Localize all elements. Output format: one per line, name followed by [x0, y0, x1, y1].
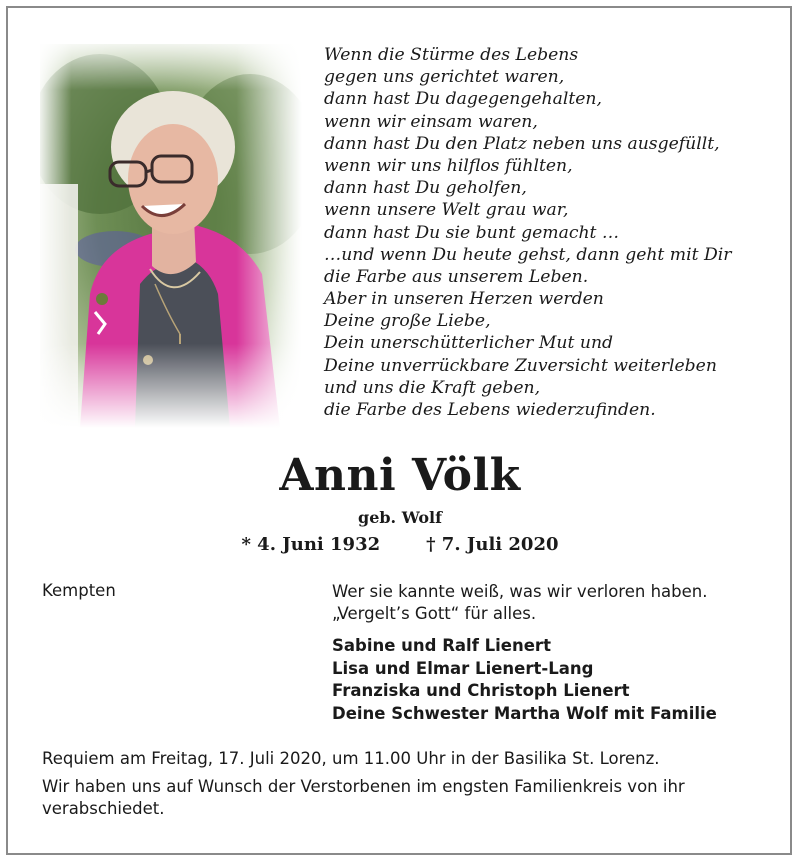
- mourner-entry: Deine Schwester Martha Wolf mit Familie: [332, 703, 717, 723]
- poem-line: gegen uns gerichtet waren,: [324, 67, 565, 88]
- photo-vignette: [40, 44, 302, 428]
- life-dates: [0, 534, 800, 555]
- deceased-name: Anni Völk: [279, 450, 521, 501]
- poem-line: wenn wir einsam waren,: [324, 111, 538, 132]
- poem-line: dann hast Du dagegengehalten,: [324, 89, 602, 110]
- place-name: Kempten: [42, 581, 116, 600]
- quote-line: „Vergelt’s Gott“ für alles.: [332, 604, 537, 623]
- poem: [324, 44, 731, 421]
- poem-line: wenn unsere Welt grau war,: [324, 200, 569, 221]
- poem-line: wenn wir uns hilflos fühlten,: [324, 155, 573, 176]
- quote-line: Wer sie kannte weiß, was wir verloren haben.: [332, 582, 708, 601]
- poem-line: …und wenn Du heute gehst, dann geht mit Dir: [324, 244, 732, 265]
- poem-line: Dein unerschütterlicher Mut und: [324, 333, 614, 354]
- maiden-name: geb. Wolf: [358, 508, 442, 527]
- poem-line: Deine unverrückbare Zuversicht weiterleben: [324, 355, 717, 376]
- farewell-quote: [332, 581, 707, 625]
- poem-line: dann hast Du den Platz neben uns ausgefüllt,: [324, 133, 720, 154]
- requiem-info: Requiem am Freitag, 17. Juli 2020, um 11.00 Uhr in der Basilika St. Lorenz.: [42, 749, 660, 768]
- mourner-entry: Franziska und Christoph Lienert: [332, 681, 630, 700]
- poem-line: Deine große Liebe,: [324, 311, 491, 332]
- death-date: † 7. Juli 2020: [426, 534, 559, 555]
- poem-line: Aber in unseren Herzen werden: [324, 289, 604, 310]
- farewell-note: Wir haben uns auf Wunsch der Verstorbenen im engsten Familienkreis von ihr verabschiedet.: [42, 777, 685, 818]
- mourners-list: [332, 635, 717, 725]
- poem-line: dann hast Du geholfen,: [324, 178, 527, 199]
- birth-date: * 4. Juni 1932: [241, 534, 381, 555]
- poem-line: und uns die Kraft geben,: [324, 377, 541, 398]
- poem-line: Wenn die Stürme des Lebens: [324, 45, 579, 65]
- mourner-entry: Sabine und Ralf Lienert: [332, 636, 551, 655]
- footer-notes: [42, 748, 766, 826]
- poem-line: dann hast Du sie bunt gemacht …: [324, 222, 620, 243]
- poem-line: die Farbe aus unserem Leben.: [324, 266, 589, 287]
- poem-line: die Farbe des Lebens wiederzufinden.: [324, 400, 656, 420]
- mourner-entry: Lisa und Elmar Lienert-Lang: [332, 658, 594, 678]
- portrait-photo: [40, 44, 302, 428]
